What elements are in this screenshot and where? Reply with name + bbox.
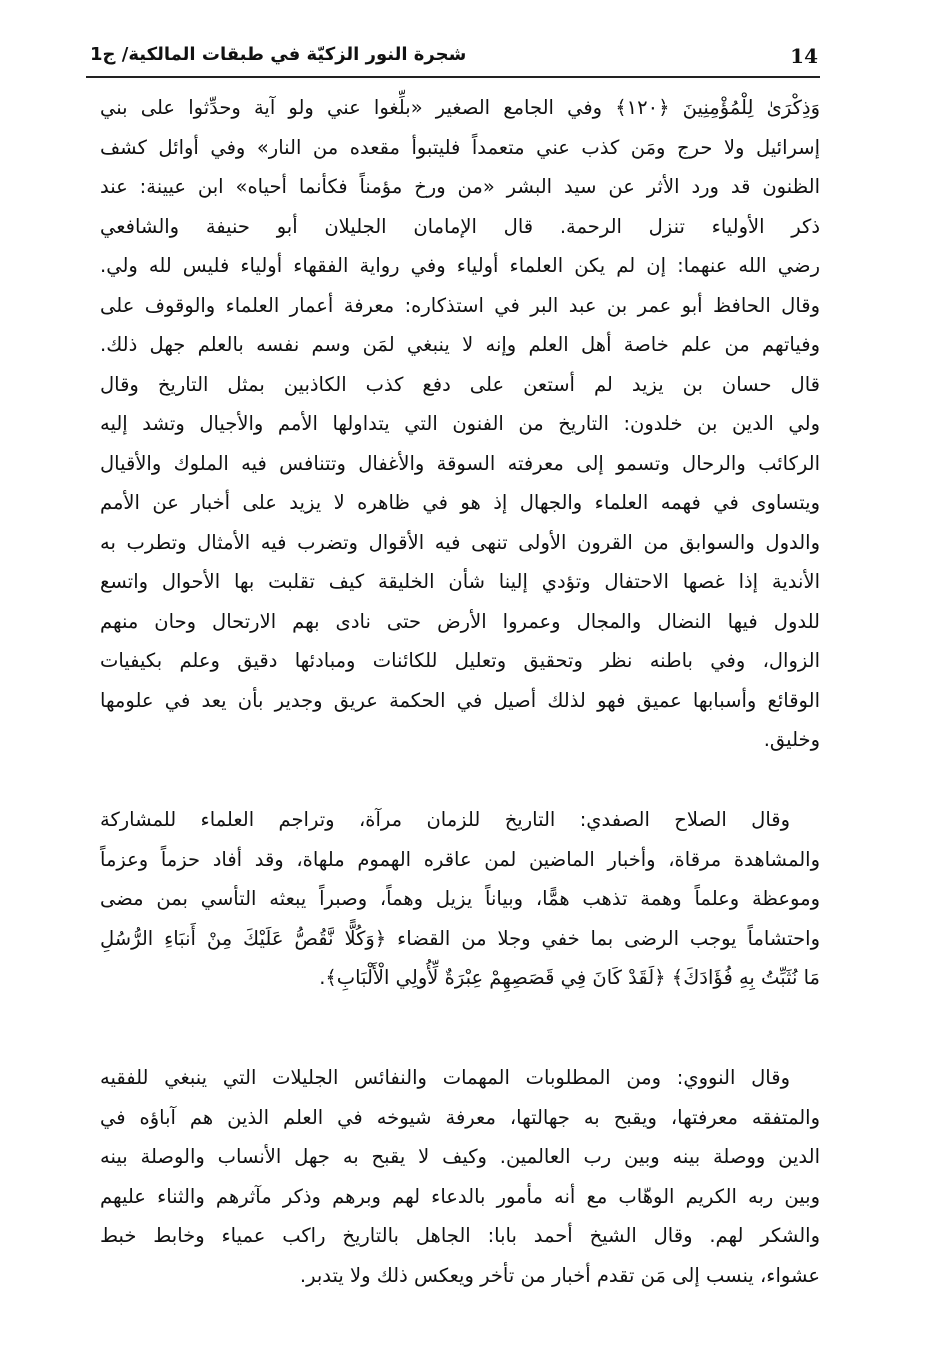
text-line: ويتساوى في فهمه العلماء والجهال إذ هو في ظاهره لا يزيد على أخبار عن الأمم	[100, 491, 820, 514]
text-line: والمتفقه معرفتها، ويقبح به جهالتها، معرفة شيوخه في العلم الذين هم آباؤه في	[100, 1105, 820, 1129]
text-line: الأندية إذا غصها الاحتفال وتؤدي إلينا شأن الخليقة كيف تقلبت بها الأحوال واتسع	[100, 570, 820, 593]
text-line: الظنون قد ورد الأثر عن سيد البشر «من ورخ مؤمناً فكأنما أحياه» ابن عيينة: عند	[100, 175, 820, 198]
paragraph-3	[100, 1058, 820, 1295]
text-line: الزوال، وفي باطنه نظر وتحقيق وتعليل للكائنات ومبادئها دقيق وعلم بكيفيات	[100, 649, 820, 672]
page-header	[86, 42, 820, 78]
text-line: رضي الله عنهما: إن لم يكن العلماء أولياء وفي رواية الفقهاء أولياء فليس لله ولي.	[100, 254, 820, 277]
text-line: والدول والسوابق من القرون الأولى تنهى فيه الأقوال وتضرب فيه الأمثال وتطرب به	[100, 530, 820, 554]
text-line: الوقائع وأسبابها عميق فهو لذلك أصيل في الحكمة عريق وجدير بأن يعد في علومها	[100, 688, 820, 712]
text-line: والشكر لهم. وقال الشيخ أحمد بابا: الجاهل بالتاريخ راكب عمياء وخابط خبط	[100, 1224, 820, 1247]
text-line: قال حسان بن يزيد لم أستعن على دفع كذب الكاذبين بمثل التاريخ وقال	[100, 372, 820, 396]
text-line: وقال الحافظ أبو عمر بن عبد البر في استذكاره: معرفة أعمار العلماء والوقوف على	[100, 293, 820, 317]
text-line: وَذِكْرَىٰ لِلْمُؤْمِنِينَ ﴿١٢٠﴾ وفي الجامع الصغير «بلِّغوا عني ولو آية وحدِّثوا على بني	[100, 96, 821, 119]
text-line: وخليق.	[763, 728, 820, 751]
text-line: للدول فيها النضال والمجال وعمروا الأرض حتى نادى بهم الارتحال وحان منهم	[100, 609, 820, 633]
text-line: الدين ووصلة بينه وبين رب العالمين. وكيف لا يقبح به جهل الأنساب والوصلة بينه	[100, 1145, 820, 1168]
text-line: وقال الصلاح الصفدي: التاريخ للزمان مرآة، وتراجم العلماء للمشاركة	[100, 808, 790, 831]
text-line: الركائب والرحال وتسمو إلى معرفته السوقة والأغفال وتتنافس فيه الملوك والأقيال	[100, 451, 820, 475]
text-line: ولي الدين بن خلدون: التاريخ من الفنون التي يتداولها الأمم والأجيال وتشد إليه	[100, 412, 820, 435]
paragraph-1	[100, 88, 820, 760]
text-line: إسرائيل ولا حرج ومَن كذب عني متعمداً فليتبوأ مقعده من النار» وفي أوائل كشف	[100, 135, 820, 159]
text-line: والمشاهدة مرقاة، وأخبار الماضين لمن عاقره الهموم ملهاة، وقد أفاد حزماً وعزماً	[100, 847, 820, 871]
text-line: وبين ربه الكريم الوهّاب مع أنه مأمور بالدعاء لهم وبرهم وذكر مآثرهم والثناء عليهم	[100, 1184, 820, 1208]
text-line: عشواء، ينسب إلى مَن تقدم أخبار من تأخر ويعكس ذلك ولا يتدبر.	[299, 1263, 820, 1287]
paragraph-2	[100, 800, 820, 998]
text-line: وفياتهم من علم خاصة أهل العلم وإنه لا ينبغي لمَن وسم نفسه بالعلم جهل ذلك.	[100, 333, 820, 356]
text-line: وقال النووي: ومن المطلوبات المهمات والنفائس الجليلات التي ينبغي للفقيه	[100, 1066, 790, 1089]
text-line: وموعظة وعلماً وهمة تذهب همًّا، وبياناً يزيل وهماً، وصبراً يبعثه التأسي بمن مضى	[100, 887, 820, 910]
text-line: واحتشاماً يوجب الرضى بما خفي وجلا من القضاء ﴿وَكُلًّا نَّقُصُّ عَلَيْكَ مِنْ أَنبَاءِ الرُّسُلِ	[100, 926, 820, 950]
page-number: 14	[790, 44, 818, 68]
running-title: شجرة النور الزكيّة في طبقات المالكية/ ج1	[90, 44, 467, 65]
text-line: مَا نُثَبِّتُ بِهِ فُؤَادَكَ﴾ ﴿لَقَدْ كَانَ فِي قَصَصِهِمْ عِبْرَةٌ لِّأُولِي الْأَلْبَابِ﴾.	[319, 966, 820, 989]
text-line: ذكر الأولياء تنزل الرحمة. قال الإمامان الجليلان أبو حنيفة والشافعي	[100, 214, 820, 238]
